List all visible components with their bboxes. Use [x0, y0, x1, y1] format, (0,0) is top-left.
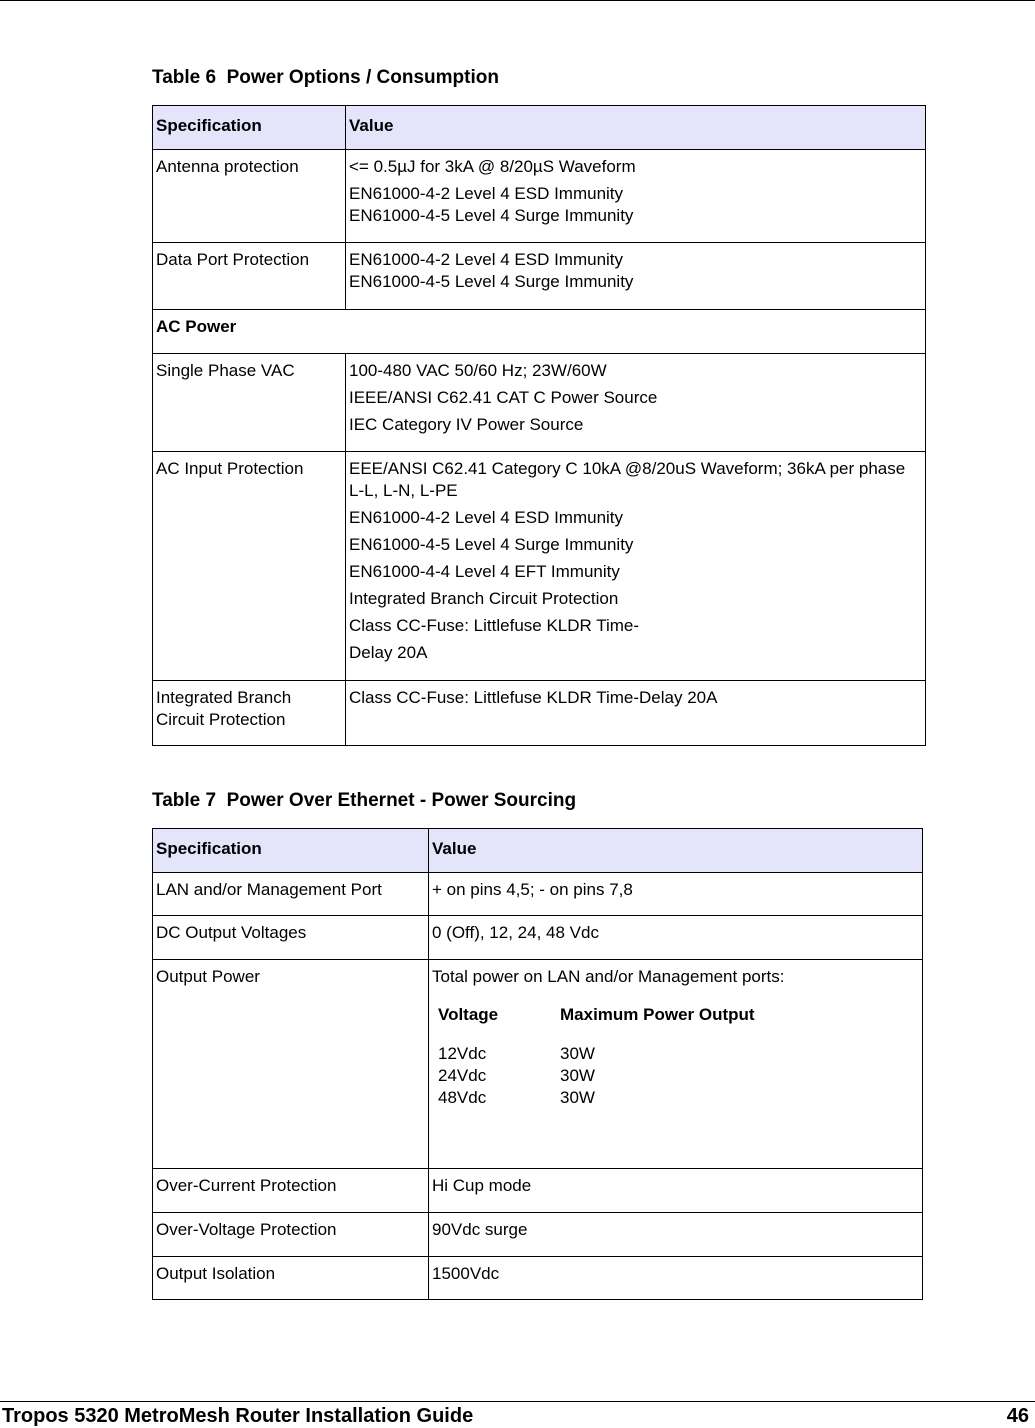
spec-cell: DC Output Voltages	[153, 916, 429, 960]
header-specification: Specification	[153, 106, 346, 150]
header-value: Value	[346, 106, 926, 150]
value-line: EN61000-4-5 Level 4 Surge Immunity	[349, 272, 634, 291]
value-cell	[429, 960, 923, 1169]
value-line: EN61000-4-2 Level 4 ESD Immunity	[349, 508, 624, 527]
spec-cell: Output Power	[153, 960, 429, 1169]
section-label: AC Power	[153, 310, 926, 354]
power-table-row	[438, 1065, 755, 1087]
value-line: EN61000-4-4 Level 4 EFT Immunity	[349, 562, 620, 581]
output-power-table	[438, 1004, 755, 1109]
value-line: EN61000-4-2 Level 4 ESD Immunity	[349, 250, 624, 269]
footer-rule	[0, 1401, 1035, 1402]
value-cell	[346, 452, 926, 681]
table7-caption: Table 7 Power Over Ethernet - Power Sourcing	[152, 790, 577, 811]
max-power-column-header: Maximum Power Output	[560, 1005, 755, 1024]
table6-caption: Table 6 Power Options / Consumption	[152, 67, 499, 88]
value-line: Delay 20A	[349, 643, 428, 662]
spec-cell: Antenna protection	[153, 150, 346, 243]
table-header-row	[153, 829, 923, 873]
header-value: Value	[429, 829, 923, 873]
power-cell: 30W	[560, 1044, 595, 1063]
table-row	[153, 681, 926, 746]
header-specification: Specification	[153, 829, 429, 873]
power-table-row	[438, 1087, 755, 1109]
value-line: Total power on LAN and/or Management ports:	[432, 967, 785, 986]
value-line: 100-480 VAC 50/60 Hz; 23W/60W	[349, 361, 607, 380]
value-line: EN61000-4-2 Level 4 ESD Immunity	[349, 184, 624, 203]
table-row	[153, 873, 923, 916]
value-cell: 1500Vdc	[429, 1257, 923, 1300]
value-cell	[346, 354, 926, 452]
power-options-table	[152, 105, 926, 746]
power-table-header	[438, 1004, 755, 1043]
table-row	[153, 1169, 923, 1213]
voltage-column-header: Voltage	[438, 1005, 499, 1024]
voltage-cell: 12Vdc	[438, 1044, 487, 1063]
power-cell: 30W	[560, 1066, 595, 1085]
value-cell: 0 (Off), 12, 24, 48 Vdc	[429, 916, 923, 960]
footer-title: Tropos 5320 MetroMesh Router Installation Guide	[2, 1405, 474, 1427]
spec-cell: Integrated Branch Circuit Protection	[153, 681, 346, 746]
value-line: IEC Category IV Power Source	[349, 415, 584, 434]
value-cell	[346, 150, 926, 243]
table-row	[153, 354, 926, 452]
poe-power-sourcing-table	[152, 828, 923, 1300]
table-row	[153, 1257, 923, 1300]
spec-cell: Over-Voltage Protection	[153, 1213, 429, 1257]
spec-cell: Single Phase VAC	[153, 354, 346, 452]
table-row	[153, 150, 926, 243]
value-cell	[346, 243, 926, 310]
value-line: IEEE/ANSI C62.41 CAT C Power Source	[349, 388, 658, 407]
top-rule	[0, 0, 1035, 1]
value-line: EEE/ANSI C62.41 Category C 10kA @8/20uS Waveform; 36kA per phase L-L, L-N, L-PE	[349, 459, 906, 500]
spec-cell: Over-Current Protection	[153, 1169, 429, 1213]
value-line: <= 0.5µJ for 3kA @ 8/20µS Waveform	[349, 157, 636, 176]
value-cell: + on pins 4,5; - on pins 7,8	[429, 873, 923, 916]
power-cell: 30W	[560, 1088, 595, 1107]
value-line: Integrated Branch Circuit Protection	[349, 589, 619, 608]
value-cell: Hi Cup mode	[429, 1169, 923, 1213]
value-cell	[346, 681, 926, 746]
table-header-row	[153, 106, 926, 150]
voltage-cell: 24Vdc	[438, 1066, 487, 1085]
spec-cell: Data Port Protection	[153, 243, 346, 310]
spec-cell: AC Input Protection	[153, 452, 346, 681]
page-number: 46	[1006, 1405, 1029, 1427]
voltage-cell: 48Vdc	[438, 1088, 487, 1107]
value-cell: 90Vdc surge	[429, 1213, 923, 1257]
value-line: Class CC-Fuse: Littlefuse KLDR Time-	[349, 616, 640, 635]
table-row	[153, 916, 923, 960]
section-row	[153, 310, 926, 354]
spec-cell: LAN and/or Management Port	[153, 873, 429, 916]
value-line: EN61000-4-5 Level 4 Surge Immunity	[349, 206, 634, 225]
table-row	[153, 960, 923, 1169]
value-line: EN61000-4-5 Level 4 Surge Immunity	[349, 535, 634, 554]
table-row	[153, 1213, 923, 1257]
table-row	[153, 452, 926, 681]
power-table-row	[438, 1043, 755, 1065]
spec-cell: Output Isolation	[153, 1257, 429, 1300]
table-row	[153, 243, 926, 310]
value-line: Class CC-Fuse: Littlefuse KLDR Time-Delay 20A	[349, 688, 718, 707]
